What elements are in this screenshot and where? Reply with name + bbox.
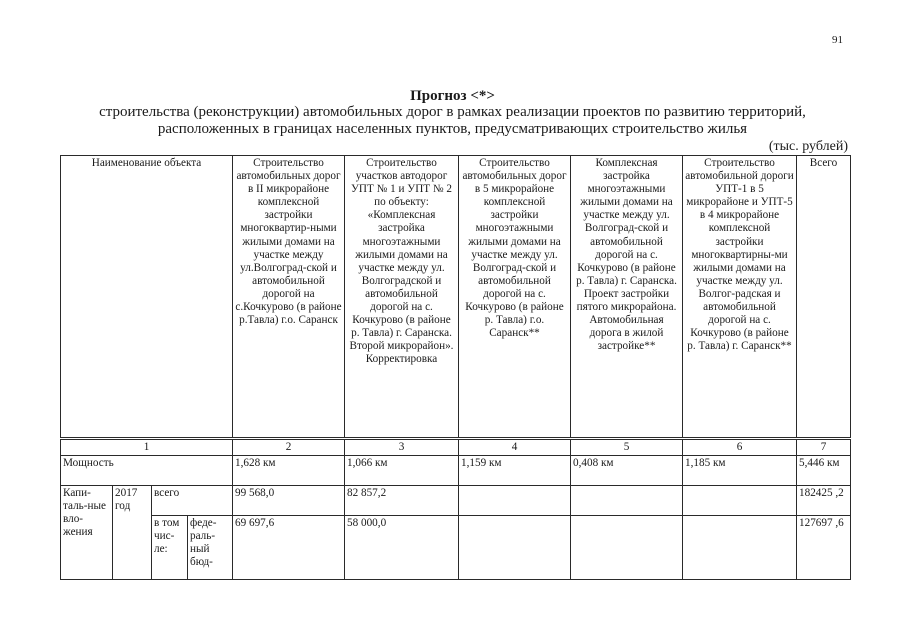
year-label: 2017 год xyxy=(113,486,152,580)
total-label: всего xyxy=(152,486,233,516)
power-value: 1,628 км xyxy=(233,456,345,486)
column-number-row xyxy=(61,439,851,456)
column-number: 6 xyxy=(683,439,797,456)
federal-value: 69 697,6 xyxy=(233,516,345,580)
federal-value xyxy=(459,516,571,580)
power-value-total: 5,446 км xyxy=(797,456,851,486)
column-header: Строительство участков автодорог УПТ № 1 и УПТ № 2 по объекту: «Комплексная застройка многоэтажными жилыми домами на участке между ул. Волгоградской и автомобильной дорогой на с. Кочкурово (в районе р. Тавла) г. Саранска. Второй микрорайон». Корректировка xyxy=(345,156,459,439)
units-label: (тыс. рублей) xyxy=(768,139,848,154)
total-value: 82 857,2 xyxy=(345,486,459,516)
federal-value: 58 000,0 xyxy=(345,516,459,580)
total-value xyxy=(571,486,683,516)
forecast-table xyxy=(60,155,851,580)
including-label: в том чис-ле: xyxy=(152,516,188,580)
power-value: 1,185 км xyxy=(683,456,797,486)
column-number: 7 xyxy=(797,439,851,456)
column-number: 2 xyxy=(233,439,345,456)
federal-value xyxy=(683,516,797,580)
total-value-sum: 182425 ,2 xyxy=(797,486,851,516)
header-row xyxy=(61,156,851,439)
power-row xyxy=(61,456,851,486)
subtitle-line-1: строительства (реконструкции) автомобильных дорог в рамках реализации проектов по развитию территорий, xyxy=(99,104,806,120)
capital-investments-label: Капи-таль-ные вло-жения xyxy=(61,486,113,580)
column-header: Строительство автомобильных дорог в II микрорайоне комплексной застройки многоквартир-ными жилыми домами на участке между ул.Волгоград-ской и автомобильной дорогой на с.Кочкурово (в районе р.Тавла) г.о. Саранск xyxy=(233,156,345,439)
column-header: Строительство автомобильной дороги УПТ-1 в 5 микрорайоне и УПТ-5 в 4 микрорайоне комплексной застройки многоквартирны-ми жилыми домами на участке между ул. Волгог-радская и автомобильной дорогой на с. Кочкурово (в районе р. Тавла) г. Саранск** xyxy=(683,156,797,439)
power-value: 1,066 км xyxy=(345,456,459,486)
power-value: 1,159 км xyxy=(459,456,571,486)
federal-value-sum: 127697 ,6 xyxy=(797,516,851,580)
column-number: 3 xyxy=(345,439,459,456)
federal-budget-label: феде-раль-ный бюд- xyxy=(188,516,233,580)
federal-budget-row xyxy=(61,516,851,580)
column-number: 4 xyxy=(459,439,571,456)
page-subtitle xyxy=(60,104,845,138)
capital-total-row xyxy=(61,486,851,516)
name-header: Наименование объекта xyxy=(61,156,233,439)
federal-value xyxy=(571,516,683,580)
power-value: 0,408 км xyxy=(571,456,683,486)
page-number: 91 xyxy=(832,34,843,46)
column-number: 1 xyxy=(61,439,233,456)
power-label: Мощность xyxy=(61,456,233,486)
column-header: Комплексная застройка многоэтажными жилыми домами на участке между ул. Волгоград-ской и автомобильной дорогой на с. Кочкурово (в районе р. Тавла) г. Саранска. Проект застройки пятого микрорайона. Автомобильная дорога в жилой застройке** xyxy=(571,156,683,439)
column-number: 5 xyxy=(571,439,683,456)
total-value: 99 568,0 xyxy=(233,486,345,516)
column-header: Строительство автомобильных дорог в 5 микрорайоне комплексной застройки многоэтажными жилыми домами на участке между ул. Волгоград-ской и автомобильной дорогой на с. Кочкурово (в районе р. Тавла) г.о. Саранск** xyxy=(459,156,571,439)
page-title: Прогноз <*> xyxy=(410,88,495,104)
subtitle-line-2: расположенных в границах населенных пунктов, предусматривающих строительство жилья xyxy=(157,121,748,137)
column-header-total: Всего xyxy=(797,156,851,439)
total-value xyxy=(683,486,797,516)
total-value xyxy=(459,486,571,516)
